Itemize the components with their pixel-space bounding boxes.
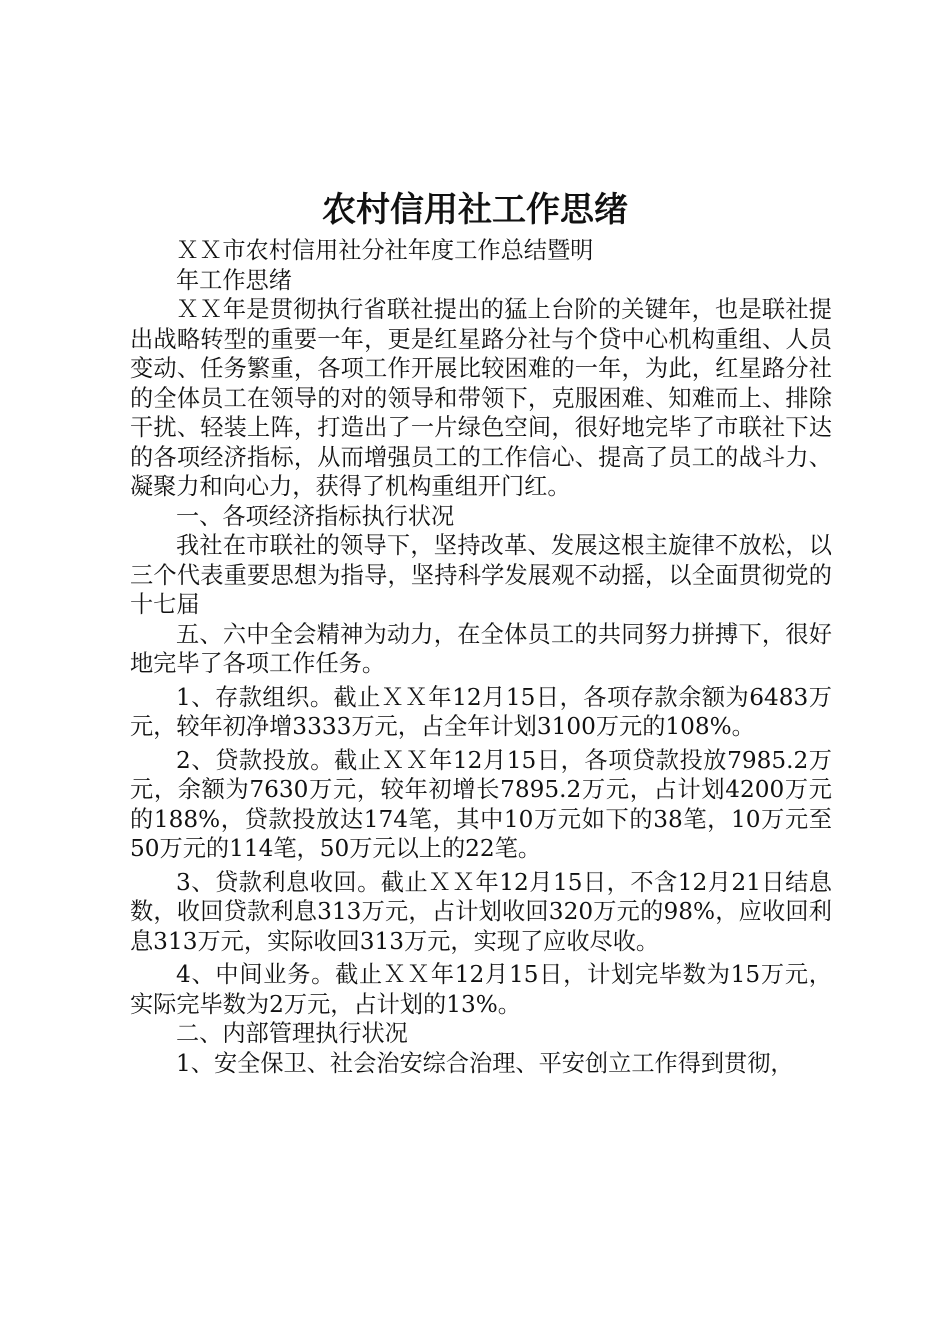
document-body — [130, 236, 832, 1078]
subtitle-line-2: 年工作思绪 — [176, 266, 292, 294]
intro-paragraph: ＸＸ年是贯彻执行省联社提出的猛上台阶的关键年，也是联社提出战略转型的重要一年，更是红星路分社与个贷中心机构重组、人员变动、任务繁重，各项工作开展比较困难的一年，为此，红星路分社的全体员工在领导的对的领导和带领下，克服困难、知难而上、排除干扰、轻装上阵，打造出了一片绿色空间，很好地完毕了市联社下达的各项经济指标，从而增强员工的工作信心、提高了员工的战斗力、凝聚力和向心力，获得了机构重组开门红。 — [130, 296, 832, 500]
subtitle-line-1: ＸＸ市农村信用社分社年度工作总结暨明 — [176, 237, 594, 264]
document-title: 农村信用社工作思绪 — [322, 190, 628, 230]
section-heading-2: 二、内部管理执行状况 — [176, 1020, 408, 1047]
section-2-item-1: 1、安全保卫、社会治安综合治理、平安创立工作得到贯彻， — [176, 1049, 794, 1077]
item-interest: 3、贷款利息收回。截止ＸＸ年12月15日，不含12月21日结息数，收回贷款利息313万元，占计划收回320万元的98%，应收回利息313万元，实际收回313万元，实现了应收尽收。 — [130, 868, 832, 955]
section-1-paragraph-1: 我社在市联社的领导下，坚持改革、发展这根主旋律不放松，以三个代表重要思想为指导，坚持科学发展观不动摇，以全面贯彻党的十七届 — [130, 532, 832, 618]
section-1-paragraph-2: 五、六中全会精神为动力，在全体员工的共同努力拼搏下，很好地完毕了各项工作任务。 — [130, 620, 832, 677]
item-intermediate-business: 4、中间业务。截止ＸＸ年12月15日，计划完毕数为15万元，实际完毕数为2万元，占计划的13%。 — [130, 961, 832, 1018]
item-loans: 2、贷款投放。截止ＸＸ年12月15日，各项贷款投放7985.2万元，余额为7630万元，较年初增长7895.2万元，占计划4200万元的188%，贷款投放达174笔，其中10万元如下的38笔，10万元至50万元的114笔，50万元以上的22笔。 — [130, 746, 832, 862]
section-heading-1: 一、各项经济指标执行状况 — [176, 502, 455, 530]
item-deposits: 1、存款组织。截止ＸＸ年12月15日，各项存款余额为6483万元，较年初净增3333万元，占全年计划3100万元的108%。 — [130, 683, 832, 740]
